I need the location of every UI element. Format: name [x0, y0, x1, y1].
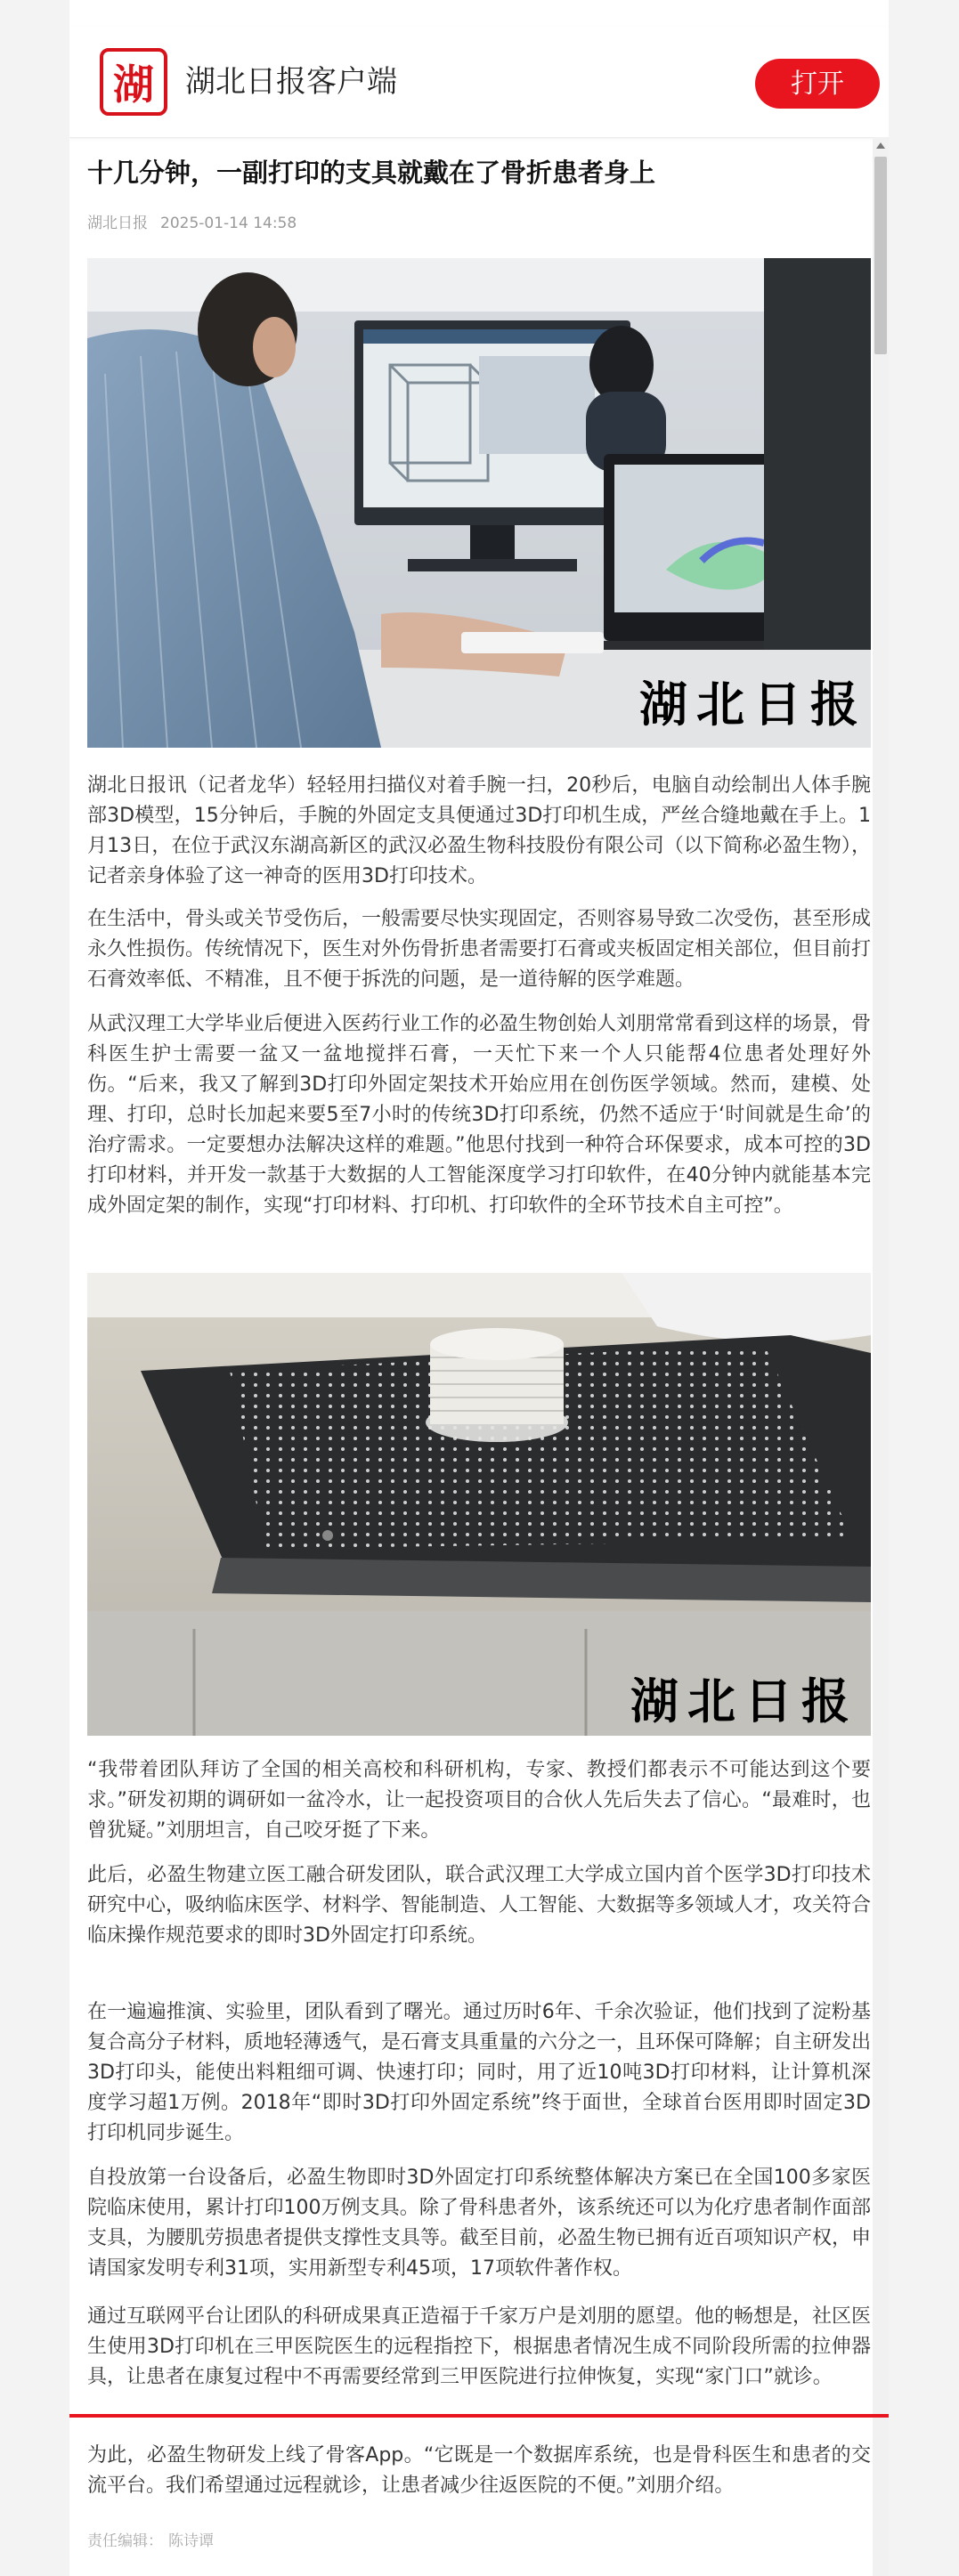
paragraph-1: 湖北日报讯（记者龙华）轻轻用扫描仪对着手腕一扫，20秒后，电脑自动绘制出人体手腕部3D模型，15分钟后，手腕的外固定支具便通过3D打印机生成，严丝合缝地戴在手上。1月13日，在位于武汉东湖高新区的武汉必盈生物科技股份有限公司（以下简称必盈生物），记者亲身体验了这一神奇的医用3D打印技术。	[87, 774, 871, 887]
paragraph-3: 从武汉理工大学毕业后便进入医药行业工作的必盈生物创始人刘朋常常看到这样的场景，骨科医生护士需要一盆又一盆地搅拌石膏，一天忙下来一个人只能帮4位患者处理好外伤。“后来，我又了解到3D打印外固定架技术开始应用在创伤医学领域。然而，建模、处理、打印，总时长加起来要5至7小时的传统3D打印系统，仍然不适应于‘时间就是生命’的治疗需求。一定要想办法解决这样的难题。”他思付找到一种符合环保要求，成本可控的3D打印材料，并开发一款基于大数据的人工智能深度学习打印软件，在40分钟内就能基本完成外固定架的制作，实现“打印材料、打印机、打印软件的全环节技术自主可控”。	[87, 1013, 872, 1217]
paragraph-2: 在生活中，骨头或关节受伤后，一般需要尽快实现固定，否则容易导致二次受伤，甚至形成永久性损伤。传统情况下，医生对外伤骨折患者需要打石膏或夹板固定相关部位，但目前打石膏效率低、不精准，且不便于拆洗的问题，是一道待解的医学难题。	[87, 908, 872, 991]
scroll-up-arrow-icon[interactable]	[876, 142, 885, 149]
paragraph-9: 为此，必盈生物研发上线了骨客App。“它既是一个数据库系统，也是骨科医生和患者的交流平台。我们希望通过远程就诊，让患者减少往返医院的不便。”刘朋介绍。	[87, 2444, 871, 2497]
paragraph-4: “我带着团队拜访了全国的相关高校和科研机构，专家、教授们都表示不可能达到这个要求。”研发初期的调研如一盆冷水，让一起投资项目的合伙人先后失去了信心。“最难时，也曾犹疑。”刘朋坦言，自己咬牙挺了下来。	[87, 1759, 871, 1842]
app-banner	[69, 27, 889, 138]
paragraph-8: 通过互联网平台让团队的科研成果真正造福于千家万户是刘朋的愿望。他的畅想是，社区医生使用3D打印机在三甲医院医生的远程指控下，根据患者情况生成不同阶段所需的拉伸器具，让患者在康复过程中不再需要经常到三甲医院进行拉伸恢复，实现“家门口”就诊。	[87, 2305, 872, 2388]
article-datetime: 2025-01-14 14:58	[160, 215, 297, 232]
page	[69, 0, 889, 2576]
open-app-button[interactable]: 打开	[755, 59, 880, 109]
article-source: 湖北日报	[87, 215, 148, 232]
editor-credit	[87, 2528, 214, 2550]
paragraph-6: 在一遍遍推演、实验里，团队看到了曙光。通过历时6年、千余次验证，他们找到了淀粉基复合高分子材料，质地轻薄透气，是石膏支具重量的六分之一，且环保可降解；自主研发出3D打印头，能使出料粗细可调、快速打印；同时，用了近10吨3D打印材料，让计算机深度学习超1万例。2018年“即时3D打印外固定系统”终于面世，全球首台医用即时固定3D打印机同步诞生。	[87, 2001, 872, 2144]
bottom-red-bar	[69, 2414, 889, 2418]
article-meta	[87, 210, 297, 232]
paragraph-7: 自投放第一台设备后，必盈生物即时3D外固定打印系统整体解决方案已在全国100多家医院临床使用，累计打印100万例支具。除了骨科患者外，该系统还可以为化疗患者制作面部支具，为腰肌劳损患者提供支撑性支具等。截至目前，必盈生物已拥有近百项知识产权，申请国家发明专利31项，实用新型专利45项，17项软件著作权。	[87, 2167, 872, 2280]
printer-bed-illustration	[87, 1273, 871, 1736]
app-name: 湖北日报客户端	[185, 64, 397, 100]
article-title: 十几分钟，一副打印的支具就戴在了骨折患者身上	[87, 158, 656, 188]
watermark: 湖北日报	[639, 676, 867, 733]
scrollbar-thumb[interactable]	[874, 157, 887, 354]
hubei-daily-logo-icon	[100, 48, 167, 116]
paragraph-5: 此后，必盈生物建立医工融合研发团队，联合武汉理工大学成立国内首个医学3D打印技术研究中心，吸纳临床医学、材料学、智能制造、人工智能、大数据等多领域人才，攻关符合临床操作规范要求的即时3D外固定打印系统。	[87, 1864, 872, 1947]
article-photo-lab	[87, 258, 871, 748]
scrollbar[interactable]	[873, 137, 889, 2576]
logo-char: 湖	[113, 61, 154, 109]
editor-label: 责任编辑：	[87, 2532, 163, 2550]
article-photo-printer	[87, 1273, 871, 1736]
lab-scene-illustration	[87, 258, 871, 748]
watermark-2: 湖北日报	[630, 1673, 858, 1729]
editor-name: 陈诗谭	[168, 2532, 214, 2550]
